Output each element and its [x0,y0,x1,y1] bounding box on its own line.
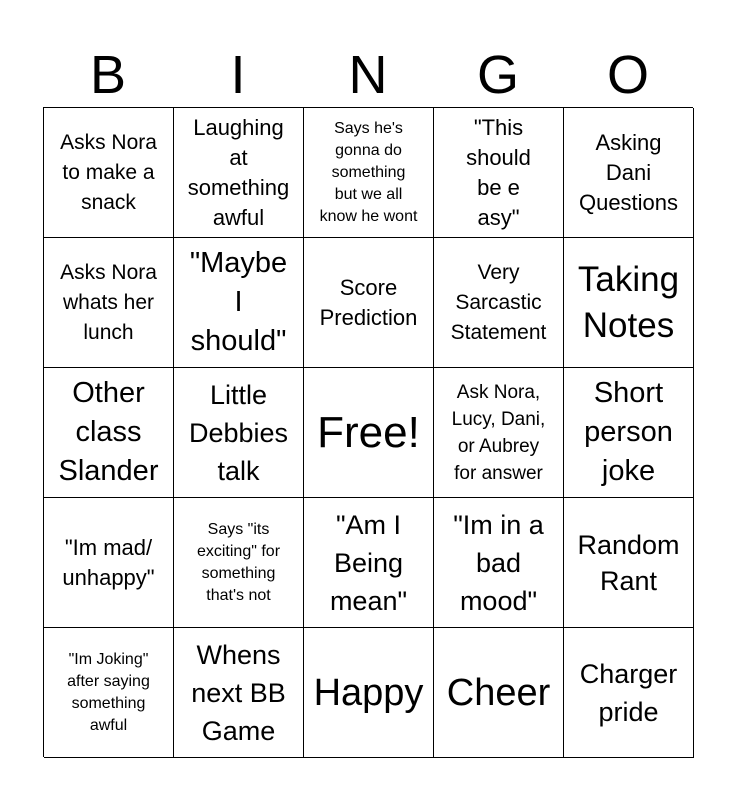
bingo-cell-2-3[interactable] [304,238,434,368]
bingo-cell-5-3[interactable] [304,628,434,758]
cell-text: Says "its exciting" for something that's not [196,520,281,604]
bingo-cell-5-1[interactable] [44,628,174,758]
bingo-cell-3-2[interactable] [174,368,304,498]
cell-text: "Maybe I should" [189,247,288,357]
cell-text: Random Rant [577,529,680,596]
cell-text: Very Sarcastic Statement [450,260,547,344]
cell-text: Whens next BB Game [191,639,286,746]
cell-text: Asking Dani Questions [578,129,679,215]
free-space-text: Free! [317,407,420,457]
bingo-cell-2-1[interactable] [44,238,174,368]
bingo-cell-free[interactable] [304,368,434,498]
cell-text: Ask Nora, Lucy, Dani, or Aubrey for answer [451,381,546,484]
bingo-cell-5-5[interactable] [564,628,694,758]
cell-text: "Am I Being mean" [329,509,408,616]
bingo-cell-4-1[interactable] [44,498,174,628]
bingo-cell-4-2[interactable] [174,498,304,628]
bingo-cell-1-2[interactable] [174,108,304,238]
bingo-cell-4-4[interactable] [434,498,564,628]
cell-text: Laughing at something awful [187,114,290,230]
cell-text: Short person joke [584,377,673,487]
header-letter-g: G [476,45,519,105]
cell-text: Charger pride [579,658,678,727]
bingo-cell-2-2[interactable] [174,238,304,368]
cell-text: Asks Nora whats her lunch [60,260,157,344]
cell-text: "Im Joking" after saying something awful [67,650,150,734]
cell-text: "Im mad/ unhappy" [62,534,155,590]
bingo-cell-4-3[interactable] [304,498,434,628]
header-letter-n: N [348,45,388,105]
cell-text: Says he's gonna do something but we all know he wont [319,119,418,225]
header-letter-o: O [606,45,649,105]
header-letter-b: B [89,45,127,105]
cell-text: "This should be e asy" [466,114,531,230]
bingo-header [43,42,693,108]
cell-text: Happy [313,671,424,714]
bingo-cell-3-5[interactable] [564,368,694,498]
cell-text: Asks Nora to make a snack [60,130,157,214]
bingo-cell-5-4[interactable] [434,628,564,758]
cell-text: Taking Notes [577,259,680,345]
header-letter-i: I [230,45,246,105]
cell-text: Little Debbies talk [188,379,289,486]
bingo-cell-1-1[interactable] [44,108,174,238]
bingo-cell-1-3[interactable] [304,108,434,238]
cell-text: Other class Slander [58,377,159,487]
bingo-cell-5-2[interactable] [174,628,304,758]
bingo-cell-2-5[interactable] [564,238,694,368]
cell-text: "Im in a bad mood" [453,509,544,616]
cell-text: Cheer [446,671,551,714]
bingo-cell-3-1[interactable] [44,368,174,498]
bingo-cell-1-4[interactable] [434,108,564,238]
cell-text: Score Prediction [319,274,418,330]
bingo-cell-2-4[interactable] [434,238,564,368]
bingo-cell-1-5[interactable] [564,108,694,238]
bingo-board [43,107,693,757]
bingo-cell-3-4[interactable] [434,368,564,498]
bingo-cell-4-5[interactable] [564,498,694,628]
